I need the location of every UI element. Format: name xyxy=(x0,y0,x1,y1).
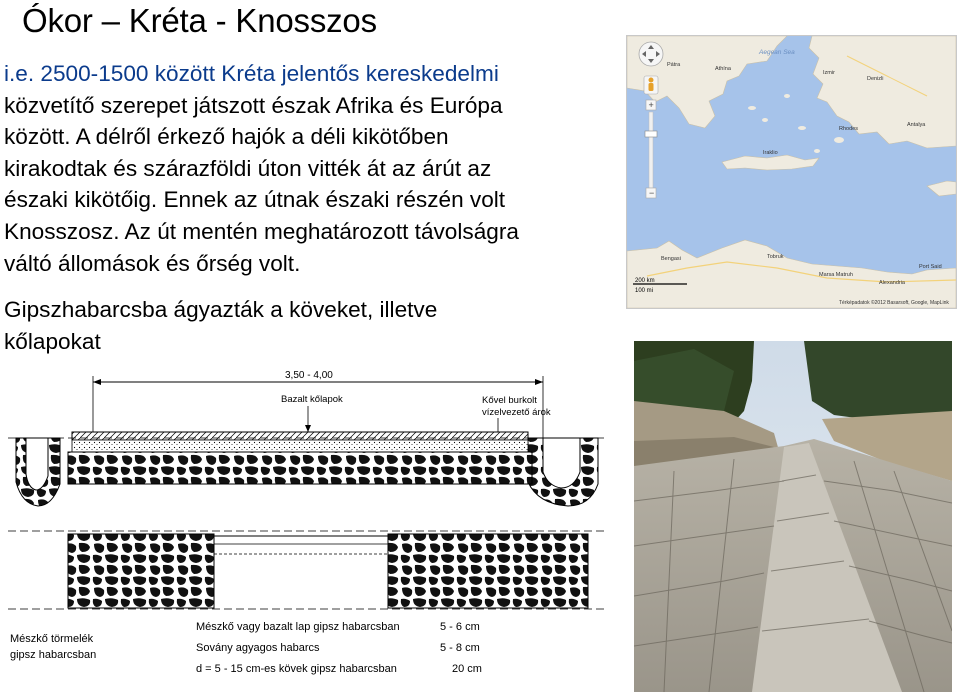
map-city-alexandria: Alexandria xyxy=(879,280,905,286)
map-city-bengasi: Bengasi xyxy=(661,256,681,262)
map-city-athens: Athína xyxy=(715,66,731,72)
intro-line-1 xyxy=(4,58,519,90)
map-scale-mi: 100 mi xyxy=(635,288,654,294)
intro-paragraph xyxy=(4,58,519,279)
svg-text:+: + xyxy=(648,100,654,110)
channel-callout-line2: vízelvezető árok xyxy=(482,407,551,418)
layer-2-thickness: 5 - 8 cm xyxy=(440,642,480,654)
channel-callout-line1: Kővel burkolt xyxy=(482,395,537,406)
map-copyright: Térképadatok ©2012 Basarsoft, Google, MapLink xyxy=(839,300,949,306)
intro-line-7: váltó állomások és őrség volt. xyxy=(4,250,301,276)
layer-1-thickness: 5 - 6 cm xyxy=(440,621,480,633)
mortar-line-1: Gipszhabarcsba ágyazták a köveket, illetve xyxy=(4,297,438,322)
intro-line-6: Knosszosz. Az út mentén meghatározott távolságra xyxy=(4,218,519,244)
map-city-tobruk: Tobruk xyxy=(767,254,784,260)
clay-mortar-layer xyxy=(72,440,528,452)
layer-2-name: Sovány agyagos habarcs xyxy=(196,642,320,654)
street-view-pegman-icon[interactable] xyxy=(644,76,658,94)
left-label-1: Mészkő törmelék xyxy=(10,633,94,645)
stone-bed-layer xyxy=(68,452,532,484)
layer-3-thickness: 20 cm xyxy=(452,663,482,675)
map-city-marsa-matruh: Marsa Matruh xyxy=(819,272,853,278)
map-city-denizli: Denizli xyxy=(867,76,884,82)
mortar-paragraph xyxy=(4,294,437,357)
map-city-patra: Pátra xyxy=(667,62,681,68)
detail-block-right xyxy=(388,534,588,608)
map-city-izmir: Izmir xyxy=(823,70,835,76)
slide-title: Ókor – Kréta - Knosszos xyxy=(22,2,377,39)
road-cross-section-diagram xyxy=(8,366,608,692)
layer-1-name: Mészkő vagy bazalt lap gipsz habarcsban xyxy=(196,621,400,633)
road-photo-illustration xyxy=(634,341,952,692)
intro-line-1-text: i.e. 2500-1500 között Kréta jelentős kereskedelmi xyxy=(4,61,499,86)
mortar-line-2: kőlapokat xyxy=(4,328,101,354)
intro-line-2: közvetítő szerepet játszott észak Afrika és Európa xyxy=(4,92,503,118)
map-pan-control[interactable] xyxy=(639,42,663,66)
map-city-rhodes: Rhodes xyxy=(839,126,858,132)
map-canvas xyxy=(627,36,956,308)
map-city-antalya: Antalya xyxy=(907,122,926,128)
intro-line-3: között. A délről érkező hajók a déli kikötőben xyxy=(4,124,449,150)
left-label-2: gipsz habarcsban xyxy=(10,649,97,661)
map-scale-km: 200 km xyxy=(635,278,655,284)
crete-map[interactable] xyxy=(626,35,957,309)
intro-line-5: északi kikötőig. Ennek az útnak északi részén volt xyxy=(4,187,506,213)
map-sea-label: Aegean Sea xyxy=(759,49,795,56)
detail-block-left xyxy=(68,534,214,608)
map-city-port-said: Port Said xyxy=(919,264,942,270)
intro-line-4: kirakodtak és szárazföldi úton vitték át az árút az xyxy=(4,155,492,181)
knossos-road-photo xyxy=(634,341,952,692)
map-city-iraklio: Iraklio xyxy=(763,150,778,156)
width-label: 3,50 - 4,00 xyxy=(285,370,333,381)
paving-layer xyxy=(72,432,528,440)
paving-callout: Bazalt kőlapok xyxy=(281,394,343,405)
svg-text:−: − xyxy=(649,188,655,198)
layer-3-name: d = 5 - 15 cm-es kövek gipsz habarcsban xyxy=(196,663,397,675)
